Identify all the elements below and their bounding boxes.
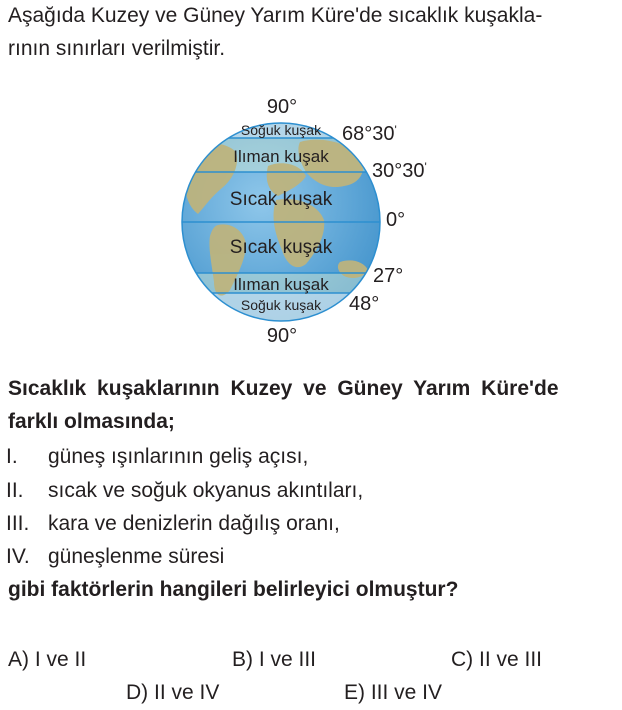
option-b[interactable]: B) I ve III: [232, 648, 317, 671]
item-numeral: IV.: [6, 545, 30, 568]
equator-latitude-label: 0°: [386, 209, 406, 231]
north-cold-zone-label: Soğuk kuşak: [240, 122, 322, 138]
item-numeral: II.: [6, 479, 24, 502]
item-text: güneşlenme süresi: [48, 545, 225, 568]
north-polar-minute-mark: ': [394, 123, 397, 137]
question-stem-line-2: farklı olmasında;: [8, 410, 175, 433]
south-cold-zone-label: Soğuk kuşak: [240, 297, 322, 313]
north-pole-label: 90°: [266, 96, 298, 118]
option-e[interactable]: E) III ve IV: [344, 681, 443, 704]
south-tropic-latitude-label: 27°: [373, 265, 404, 287]
option-a[interactable]: A) I ve II: [8, 648, 87, 671]
south-pole-label: 90°: [266, 325, 298, 347]
north-temperate-zone-label: Ilıman kuşak: [233, 147, 329, 166]
south-polar-latitude-label: 48°: [349, 293, 380, 315]
north-polar-latitude-label: 68°30': [342, 123, 397, 145]
item-text: sıcak ve soğuk okyanus akıntıları,: [48, 479, 364, 502]
option-c[interactable]: C) II ve III: [451, 648, 543, 671]
item-numeral: I.: [6, 445, 18, 468]
item-ii: [6, 479, 363, 503]
north-tropic-latitude-label: 30°30': [372, 160, 427, 182]
item-i: [6, 445, 308, 469]
option-d[interactable]: D) II ve IV: [126, 681, 220, 704]
item-numeral: III.: [6, 512, 30, 535]
item-text: kara ve denizlerin dağılış oranı,: [48, 512, 340, 535]
intro-line-1: Aşağıda Kuzey ve Güney Yarım Küre'de sıcaklık kuşakla-: [8, 4, 543, 27]
question-stem-line-1: Sıcaklık kuşaklarının Kuzey ve Güney Yarım Küre'de: [8, 377, 559, 400]
south-hot-zone-label: Sıcak kuşak: [229, 237, 333, 258]
item-iii: [6, 512, 340, 536]
item-text: güneş ışınlarının geliş açısı,: [48, 445, 309, 468]
item-iv: [6, 545, 224, 569]
question-closing: gibi faktörlerin hangileri belirleyici olmuştur?: [8, 578, 459, 601]
north-hot-zone-label: Sıcak kuşak: [229, 189, 333, 210]
north-tropic-minute-mark: ': [424, 160, 427, 174]
south-temperate-zone-label: Ilıman kuşak: [233, 275, 329, 294]
intro-line-2: rının sınırları verilmiştir.: [8, 37, 226, 60]
